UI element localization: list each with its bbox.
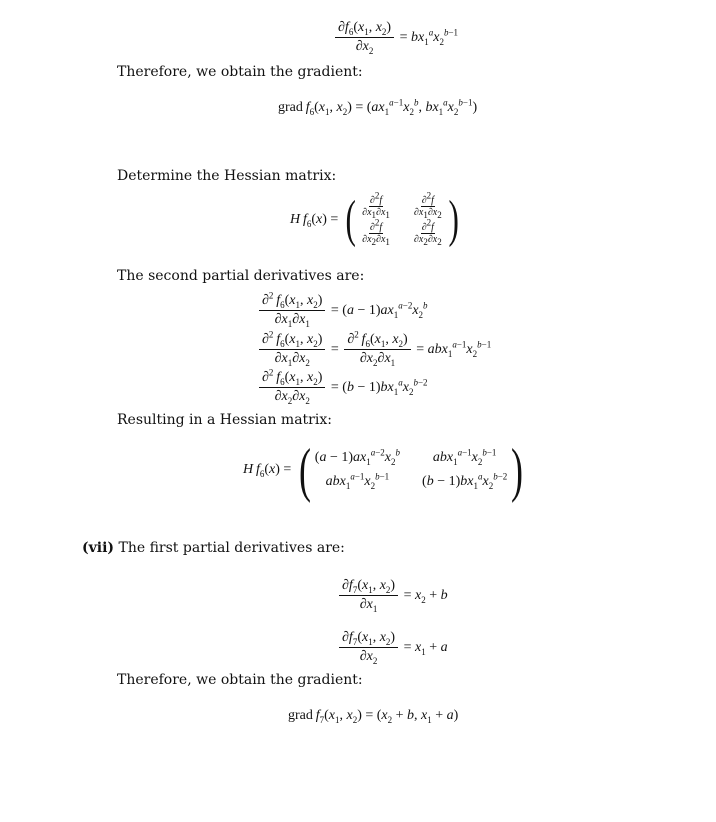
equation-hessian-definition: H $f_6(x)$ = ( $\frac{\partial^2f}{\partial x_1\partial x_1}$ $\frac{\partial^2f}{\partial x_1\partial x_2}$ $\frac{\partial^2f}{\partial x_2\partial x_1}$ $\frac{\partial^2f}{\partial x_2\partial x_2}$ ) <box>290 190 459 248</box>
equation-d2f6-dx1dx2: $\frac{\partial^2 f_6(x_1, x_2)}{\partial x_1\partial x_2}$ = $\frac{\partial^2 f_6(x_1, x_2)}{\partial x_2\partial x_1}$ = $abx_1^{a-1}x_2^{b-1}$ <box>257 332 491 367</box>
equation-df7-dx2: $\frac{\partial f_7(x_1, x_2)}{\partial x_2}$ = $x_1 + a$ <box>337 630 448 665</box>
equation-df6-dx2: $\frac{\partial f_6(x_1, x_2)}{\partial x_2}$ = $bx_1^ax_2^{b-1}$ <box>333 20 458 55</box>
section-vii-heading <box>82 540 345 556</box>
paragraph-hessian-result-intro: Resulting in a Hessian matrix: <box>117 412 332 428</box>
equation-d2f6-dx2dx2: $\frac{\partial^2 f_6(x_1, x_2)}{\partial x_2\partial x_2}$ = $(b - 1)bx_1^ax_2^{b-2}$ <box>257 370 428 405</box>
equation-grad-f6: grad $f_6(x_1$, $x_2) = (ax_1^{a-1}x_2^b$, $bx_1^ax_2^{b-1}$) <box>278 97 478 117</box>
section-vii-text: The first partial derivatives are: <box>118 540 345 556</box>
paragraph-second-partials-intro: The second partial derivatives are: <box>117 268 365 284</box>
equation-d2f6-dx1dx1: $\frac{\partial^2 f_6(x_1, x_2)}{\partial x_1\partial x_1}$ = $(a - 1)ax_1^{a-2}x_2^b$ <box>257 293 428 328</box>
paragraph-gradient-f7-intro: Therefore, we obtain the gradient: <box>117 672 363 688</box>
section-vii-label: (vii) <box>82 540 115 556</box>
paragraph-gradient-intro: Therefore, we obtain the gradient: <box>117 64 363 80</box>
equation-df7-dx1: $\frac{\partial f_7(x_1, x_2)}{\partial x_1}$ = $x_2 + b$ <box>337 578 448 613</box>
paragraph-hessian-intro: Determine the Hessian matrix: <box>117 168 337 184</box>
equation-hessian-result: H $f_6(x)$ = ( $(a - 1)ax_1^{a-2}x_2^b$ $abx_1^{a-1}x_2^{b-1}$ $abx_1^{a-1}x_2^{b-1}$ $(b - 1)bx_1^ax_2^{b-2}$ ) <box>243 437 524 503</box>
equation-grad-f7: grad $f_7(x_1$, $x_2) = (x_2 + b$, $x_1 + a$) <box>288 708 459 725</box>
